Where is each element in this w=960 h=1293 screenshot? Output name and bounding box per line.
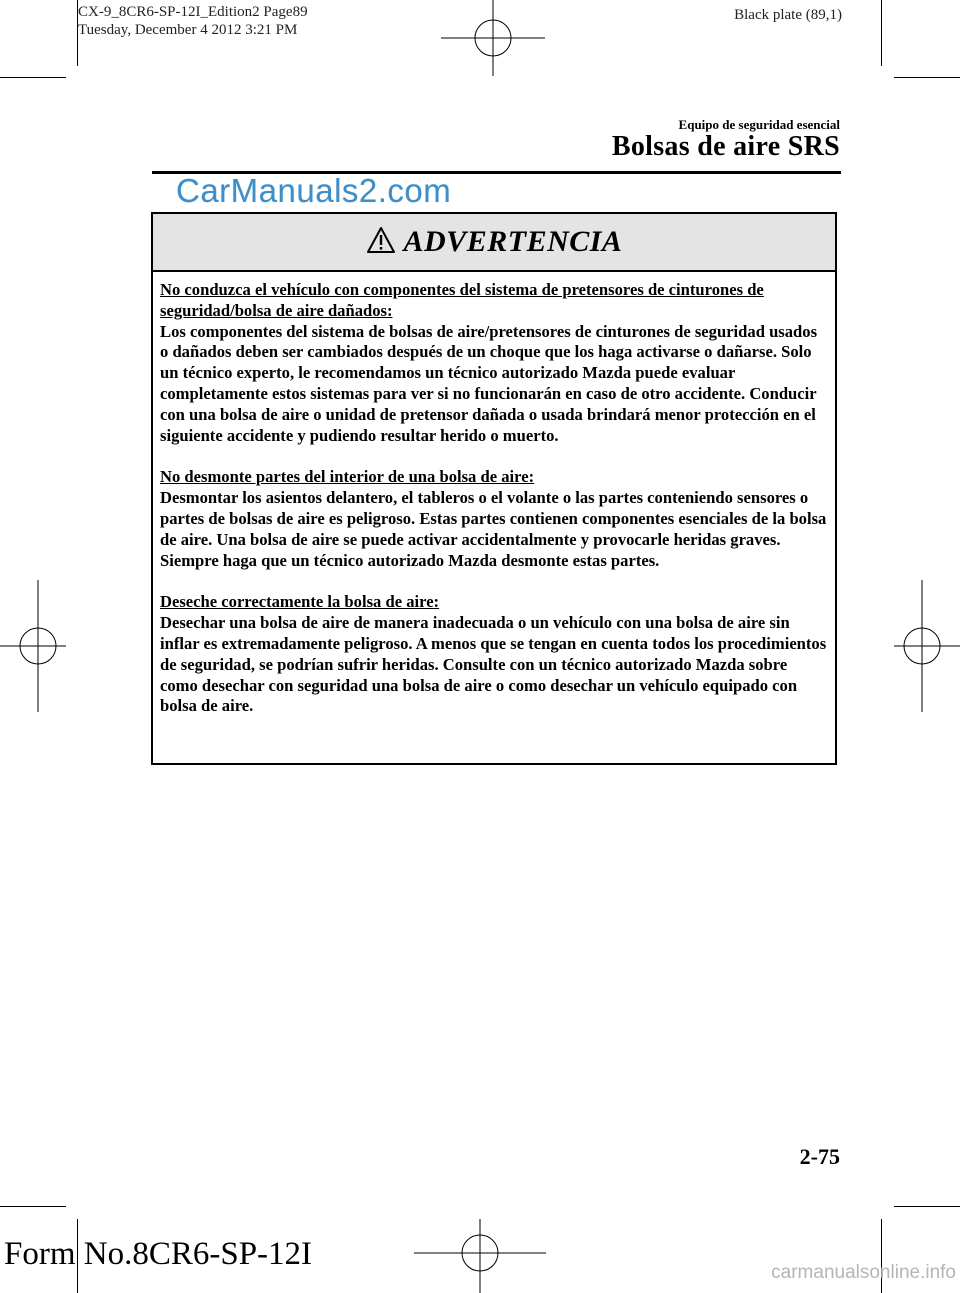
- registration-mark-icon: [894, 580, 960, 712]
- warning-paragraph-title: Deseche correctamente la bolsa de aire:: [160, 592, 440, 612]
- warning-triangle-icon: [366, 226, 396, 254]
- warning-paragraph: [160, 467, 828, 571]
- watermark: CarManuals2.com: [176, 172, 452, 209]
- slug-line-1: CX-9_8CR6-SP-12I_Edition2 Page89: [78, 4, 308, 20]
- slug-line-2: Tuesday, December 4 2012 3:21 PM: [78, 22, 298, 38]
- plate-label: Black plate (89,1): [734, 7, 842, 23]
- registration-mark-icon: [0, 580, 66, 712]
- section-subtitle: Equipo de seguridad esencial: [678, 117, 840, 132]
- print-slug: [78, 3, 308, 39]
- form-number: Form No.8CR6-SP-12I: [4, 1236, 313, 1272]
- section-title: Bolsas de aire SRS: [611, 131, 840, 162]
- warning-paragraph-body: Desechar una bolsa de aire de manera inadecuada o un vehículo con una bolsa de aire sin inflar es extremadamente peligroso. A menos que se tengan en cuenta todos los procedimientos de seguridad, se podrían sufrir heridas. Consulte con un técnico autorizado Mazda sobre como desechar con seguridad una bolsa de aire o como desechar un vehículo equipado con bolsa de aire.: [160, 613, 827, 716]
- warning-header: [153, 214, 835, 272]
- warning-paragraph: [160, 280, 828, 446]
- warning-paragraph-title: No desmonte partes del interior de una bolsa de aire:: [160, 467, 535, 487]
- warning-body: [153, 272, 835, 717]
- site-watermark: carmanualsonline.info: [771, 1262, 956, 1283]
- registration-mark-icon: [414, 1219, 546, 1293]
- page-number: 2-75: [799, 1144, 840, 1169]
- warning-paragraph-body: Desmontar los asientos delantero, el tableros o el volante o las partes conteniendo sensores o partes de bolsas de aire es peligroso. Estas partes contienen componentes esenciales de la bolsa de aire. Una bolsa de aire se puede activar accidentalmente y provocarle heridas graves. Siempre haga que un técnico autorizado Mazda desmonte estas partes.: [160, 488, 827, 570]
- warning-paragraph-title: No conduzca el vehículo con componentes del sistema de pretensores de cinturones de seguridad/bolsa de aire dañados:: [160, 280, 764, 320]
- warning-box: [151, 212, 837, 765]
- warning-paragraph-body: Los componentes del sistema de bolsas de aire/pretensores de cinturones de seguridad usados o dañados deben ser cambiados después de un choque que los haga activarse o dañarse. Solo un técnico experto, le recomendamos un técnico autorizado Mazda puede evaluar completamente estos sistemas para ver si no funcionarán en caso de otro accidente. Conducir con una bolsa de aire o unidad de pretensor dañada o usada brindará menor protección en el siguiente accidente y pudiendo resultar herido o muerto.: [160, 321, 818, 445]
- registration-mark-icon: [441, 0, 545, 76]
- warning-paragraph: [160, 592, 828, 717]
- warning-title: ADVERTENCIA: [403, 225, 623, 258]
